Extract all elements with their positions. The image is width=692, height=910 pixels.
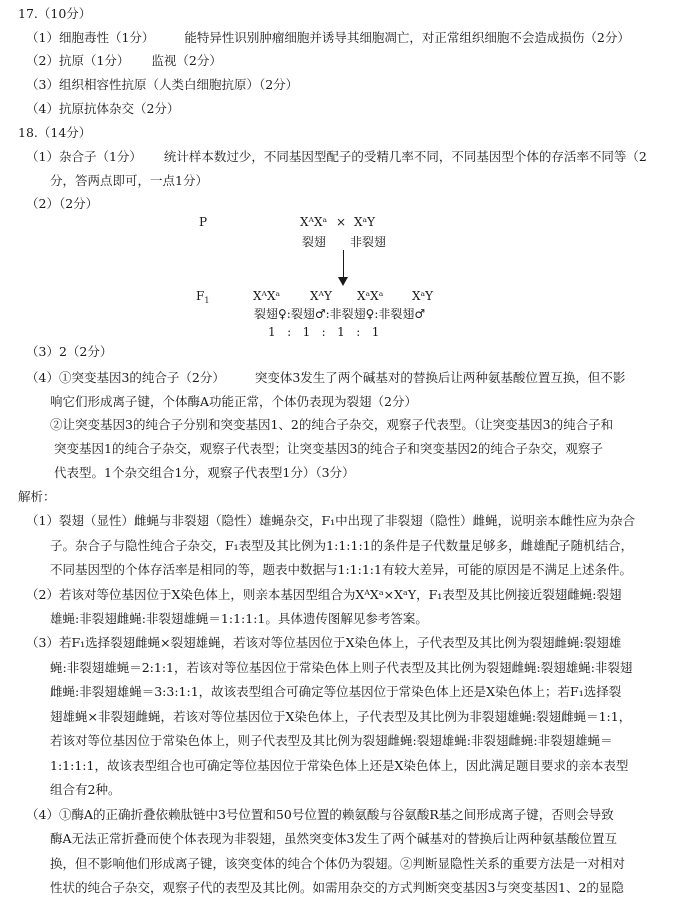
q18-answer-4 — [26, 372, 625, 385]
cross-arrow-shaft — [343, 250, 344, 280]
analysis-4-line3: 换，但不影响他们形成离子键，该突变体的纯合个体仍为裂翅。②判断显隐性关系的重要方法是一对相对 — [50, 856, 626, 871]
cross-sign: × — [336, 215, 347, 229]
q18-answer-2: （2）（2分） — [26, 196, 99, 211]
q17-answer-1 — [26, 32, 630, 45]
analysis-3-line3: 雌蝇:非裂翅雄蝇＝3:3:1:1，故该表型组合可确定等位基因位于常染色体上还是X染色体上；若F₁选择裂 — [50, 684, 622, 699]
analysis-3-line4: 翅雄蝇×非裂翅雌蝇，若该对等位基因位于X染色体上，子代表型及其比例为非裂翅雄蝇:裂翅雌蝇＝1:1， — [50, 709, 632, 724]
cross-arrow-head — [338, 277, 348, 286]
f1-genotype-2: XᴬY — [310, 289, 332, 303]
q17-answer-4: （4）抗原抗体杂交（2分） — [26, 101, 180, 116]
q17-answer-2a: （2）抗原（1分） — [26, 53, 130, 68]
f1-phenotypes: 裂翅♀:裂翅♂:非裂翅♀:非裂翅♂ — [254, 307, 426, 321]
q18-answer-4-line2: 响它们形成离子键，个体酶A功能正常，个体仍表现为裂翅（2分） — [50, 394, 417, 409]
f1-genotype-1: XᴬXᵃ — [253, 289, 281, 303]
f1-genotype-4: XᵃY — [412, 289, 434, 303]
q18-answer-1b: 统计样本数过少，不同基因型配子的受精几率不同，不同基因型个体的存活率不同等（2 — [163, 149, 647, 164]
q17-answer-2 — [26, 55, 222, 68]
p-generation-label: P — [199, 215, 208, 229]
analysis-2-line2: 雄蝇:非裂翅雌蝇:非裂翅雄蝇＝1:1:1:1。具体遗传图解见参考答案。 — [50, 611, 428, 626]
p-male-phenotype: 非裂翅 — [350, 235, 387, 249]
q17-header: 17.（10分） — [18, 6, 92, 21]
f1-ratio: 1 : 1 : 1 : 1 — [268, 325, 380, 339]
p-female-genotype: XᴬXᵃ — [300, 215, 328, 229]
analysis-3-line1: （3）若F₁选择裂翅雌蝇×裂翅雄蝇，若该对等位基因位于X染色体上，子代表型及其比例为裂翅雌蝇:裂翅雄 — [26, 635, 622, 650]
f1-generation-label — [196, 290, 209, 305]
q18-answer-4b: 突变体3发生了两个碱基对的替换后让两种氨基酸位置互换，但不影 — [254, 370, 626, 385]
q18-header: 18.（14分） — [18, 125, 92, 140]
analysis-1-line3: 不同基因型的个体存活率是相同的等，题表中数据与1:1:1:1有较大差异，可能的原因是不满足上述条件。 — [50, 562, 632, 577]
analysis-3-line6: 1:1:1:1，故该表型组合也可确定等位基因位于常染色体上还是X染色体上，因此满足题目要求的亲本表型 — [50, 758, 629, 773]
q17-answer-1b: 能特异性识别肿瘤细胞并诱导其细胞凋亡，对正常组织细胞不会造成损伤（2分） — [184, 30, 630, 45]
f1-genotype-3: XᵃXᵃ — [357, 289, 384, 303]
q18-answer-4-line4: 突变基因1的纯合子杂交，观察子代表型；让突变基因3的纯合子和突变基因2的纯合子杂交，观察子 — [54, 441, 603, 456]
q18-answer-3: （3）2（2分） — [26, 344, 113, 359]
q17-answer-3: （3）组织相容性抗原（人类白细胞抗原）（2分） — [26, 77, 299, 92]
q17-answer-1a: （1）细胞毒性（1分） — [26, 30, 155, 45]
p-male-genotype: XᵃY — [354, 215, 376, 229]
q18-answer-4-line3: ②让突变基因3的纯合子分别和突变基因1、2的纯合子杂交，观察子代表型。（让突变基因3的纯合子和 — [50, 417, 614, 432]
p-female-phenotype: 裂翅 — [302, 235, 327, 249]
analysis-label: 解析： — [18, 489, 56, 504]
q18-answer-1-cont: 分，答两点即可，一点1分） — [50, 173, 208, 188]
analysis-4-line1: （4）①酶A的正确折叠依赖肽链中3号位置和50号位置的赖氨酸与谷氨酸R基之间形成离子键，否则会导致 — [26, 807, 614, 822]
analysis-4-line4: 性状的纯合子杂交，观察子代的表型及其比例。如需用杂交的方式判断突变基因3与突变基因1、2的显隐 — [50, 880, 624, 895]
q17-answer-2b: 监视（2分） — [151, 53, 222, 68]
analysis-3-line7: 组合有2种。 — [50, 782, 121, 797]
analysis-4-line2: 酶A无法正常折叠而使个体表现为非裂翅，虽然突变体3发生了两个碱基对的替换后让两种氨基酸位置互 — [50, 831, 617, 846]
f1-label-subscript: 1 — [204, 296, 210, 305]
q18-answer-4a: （4）①突变基因3的纯合子（2分） — [26, 370, 225, 385]
q18-answer-1a: （1）杂合子（1分） — [26, 149, 142, 164]
analysis-2-line1: （2）若该对等位基因位于X染色体上，则亲本基因型组合为XᴬXᵃ×XᵃY，F₁表型及其比例接近裂翅雌蝇:裂翅 — [26, 587, 622, 602]
analysis-3-line2: 蝇:非裂翅雄蝇＝2:1:1，若该对等位基因位于常染色体上则子代表型及其比例为裂翅雌蝇:裂翅雄蝇:非裂翅 — [50, 660, 633, 675]
analysis-1-line1: （1）裂翅（显性）雌蝇与非裂翅（隐性）雄蝇杂交，F₁中出现了非裂翅（隐性）雌蝇，说明亲本雌性应为杂合 — [26, 513, 636, 528]
q18-answer-1 — [26, 151, 647, 164]
analysis-1-line2: 子。杂合子与隐性纯合子杂交，F₁表型及其比例为1:1:1:1的条件是子代数量足够多，雌雄配子随机结合， — [50, 538, 634, 553]
f1-label-text: F — [196, 289, 205, 303]
q18-answer-4-line5: 代表型。1个杂交组合1分，观察子代表型1分）（3分） — [54, 465, 355, 480]
analysis-3-line5: 若该对等位基因位于常染色体上，则子代表型及其比例为裂翅雌蝇:裂翅雄蝇:非裂翅雌蝇:非裂翅雄蝇＝ — [50, 733, 613, 748]
